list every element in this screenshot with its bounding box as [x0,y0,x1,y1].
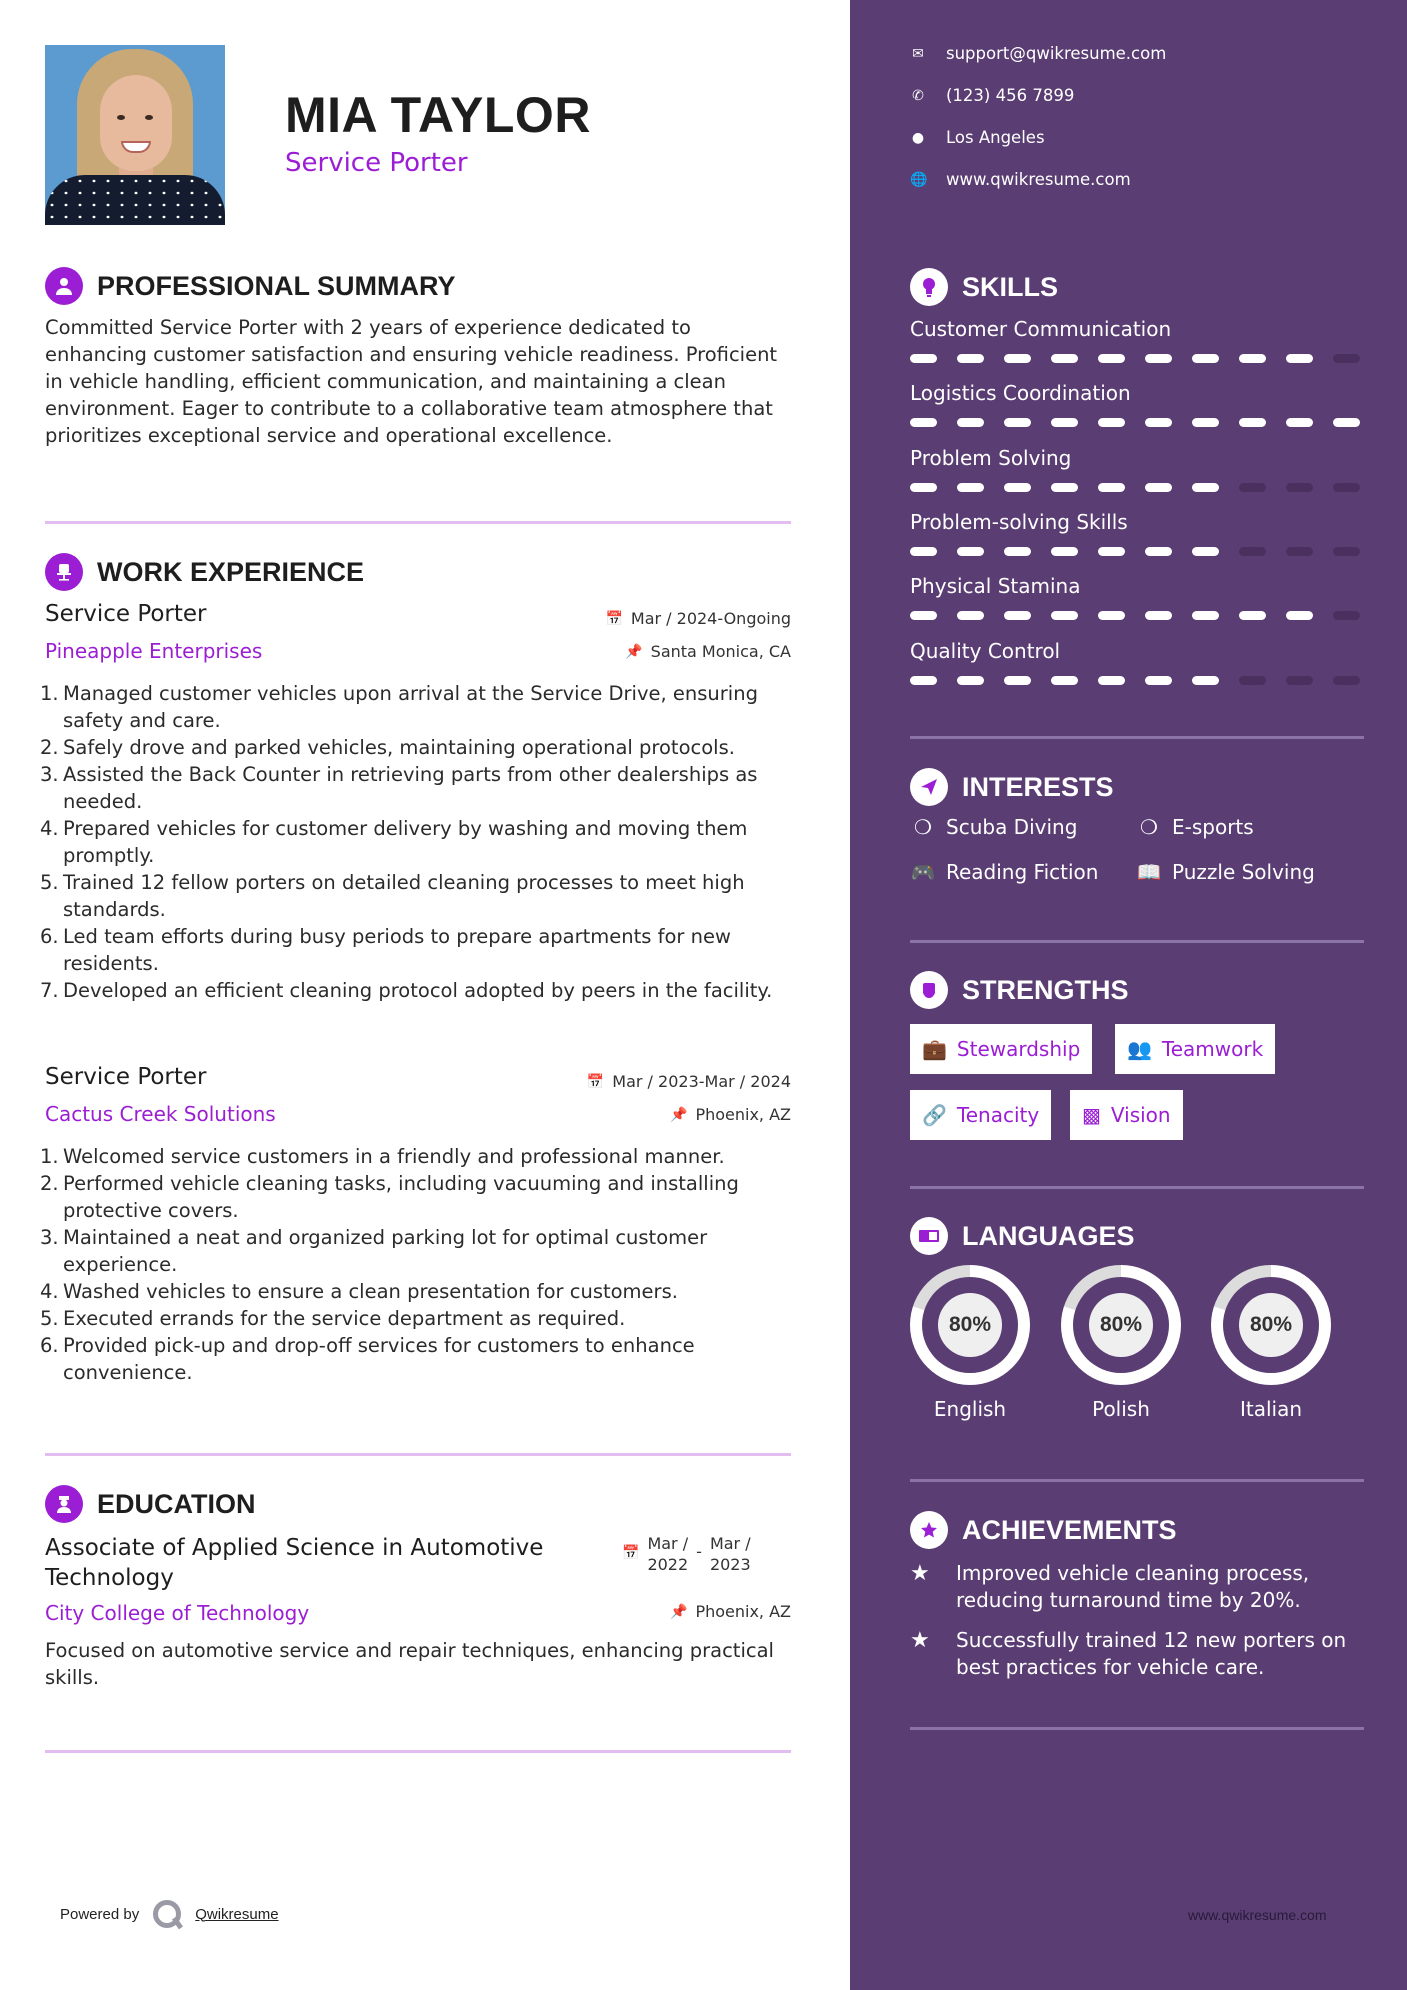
list-item: 1. Welcomed service customers in a friendly and professional manner. [40,1145,725,1168]
skill-level-segment [1286,547,1313,556]
languages-heading [910,1217,1135,1255]
skill-level-segment [1145,611,1172,620]
strength-badge: 🔗 Tenacity [910,1090,1051,1140]
skill-name: Problem-solving Skills [910,510,1128,534]
skill-level-segment [1051,611,1078,620]
section-divider [45,1453,791,1456]
translate-icon [910,1217,948,1255]
job-dates-text: Mar / 2023-Mar / 2024 [612,1072,791,1091]
skill-level-segment [1239,676,1266,685]
photo-shirt [45,175,225,225]
language-item [910,1265,1030,1421]
interests-heading [910,768,1114,806]
skill-level-segment [1145,418,1172,427]
skill-level-segment [1098,418,1125,427]
language-progress-ring [1211,1265,1331,1385]
language-item [1211,1265,1331,1421]
language-item [1061,1265,1181,1421]
job-bullets [40,680,800,1004]
list-item: 7. Developed an efficient cleaning protocol adopted by peers in the facility. [40,979,773,1002]
list-item: 2. Performed vehicle cleaning tasks, including vacuuming and installing protective covers. [40,1172,739,1222]
job-dates-text: Mar / 2024-Ongoing [630,609,791,628]
skill-name: Logistics Coordination [910,381,1131,405]
strength-badge: ▩ Vision [1070,1090,1183,1140]
interest-item: 🎮 Reading Fiction [910,860,1099,884]
skill-level-segment [1333,547,1360,556]
section-title: EDUCATION [97,1488,256,1519]
powered-by-label: Powered by [60,1905,140,1923]
skill-level-segment [910,611,937,620]
job-location-text: Santa Monica, CA [650,642,791,661]
list-item: 4. Washed vehicles to ensure a clean presentation for customers. [40,1280,678,1303]
skill-level-segment [1333,354,1360,363]
skill-level-segment [1051,354,1078,363]
degree-title [45,1533,543,1593]
summary-heading [45,267,456,305]
lifebuoy-icon: ❍ [1140,815,1158,839]
fist-icon [910,971,948,1009]
achievement-item: ★ Improved vehicle cleaning process, reducing turnaround time by 20%. [910,1561,1310,1612]
profile-photo [45,45,225,225]
education-end: Mar / 2023 [709,1534,751,1574]
skill-level-segment [1145,354,1172,363]
skill-level-bar [910,354,1360,363]
skill-level-segment [1051,547,1078,556]
skill-level-segment [957,547,984,556]
section-divider [910,1186,1364,1189]
list-item: 6. Led team efforts during busy periods to prepare apartments for new residents. [40,925,731,975]
strength-badge: 👥 Teamwork [1115,1024,1275,1074]
interest-item: 📖 Puzzle Solving [1136,860,1315,884]
skill-level-segment [1286,676,1313,685]
list-item: 1. Managed customer vehicles upon arrival at the Service Drive, ensuring safety and care. [40,682,758,732]
contact-email[interactable]: ✉ support@qwikresume.com [910,44,1166,63]
skill-level-segment [1098,611,1125,620]
users-icon: 👥 [1127,1037,1152,1061]
skill-level-segment [1098,354,1125,363]
language-percent: 80% [938,1293,1002,1357]
education-location [670,1602,791,1621]
skill-level-segment [1192,676,1219,685]
briefcase-icon: 💼 [922,1037,947,1061]
language-name: English [933,1397,1007,1421]
skill-level-segment [957,611,984,620]
skill-level-segment [1286,611,1313,620]
calendar-icon: 📅 [586,1073,605,1090]
education-description: Focused on automotive service and repair techniques, enhancing practical skills. [45,1639,774,1689]
skill-name: Problem Solving [910,446,1072,470]
link-icon: 🔗 [922,1103,947,1127]
skill-level-segment [1239,547,1266,556]
section-title: SKILLS [962,271,1059,302]
skill-name: Customer Communication [910,317,1172,341]
photo-eye [145,115,153,120]
skill-level-segment [1004,611,1031,620]
skill-level-segment [1239,418,1266,427]
list-item: 6. Provided pick-up and drop-off services for customers to enhance convenience. [40,1334,695,1384]
job-title: Service Porter [45,1064,207,1090]
job-company: Cactus Creek Solutions [45,1102,276,1126]
skill-level-segment [1145,676,1172,685]
gamepad-icon: 🎮 [910,860,936,884]
section-divider [45,521,791,524]
skill-level-segment [1004,354,1031,363]
skill-level-segment [1192,354,1219,363]
section-title: PROFESSIONAL SUMMARY [97,270,456,301]
qwikresume-logo-icon [153,1900,181,1928]
map-pin-icon: ● [911,129,925,146]
skill-level-segment [1239,483,1266,492]
language-progress-ring [910,1265,1030,1385]
education-start: Mar / 2022 [647,1534,689,1574]
job-dates [605,609,791,628]
job-company: Pineapple Enterprises [45,639,263,663]
skill-level-segment [1004,547,1031,556]
binoculars-icon: ▩ [1082,1103,1101,1127]
skill-level-segment [1004,676,1031,685]
skill-level-segment [1333,676,1360,685]
section-divider [910,736,1364,739]
lightbulb-icon [910,268,948,306]
user-icon [45,267,83,305]
graduate-icon [45,1485,83,1523]
skill-level-segment [1333,483,1360,492]
language-percent: 80% [1089,1293,1153,1357]
skill-level-segment [1333,611,1360,620]
pin-icon: 📌 [670,1603,688,1620]
skill-name: Physical Stamina [910,574,1081,598]
skill-level-segment [957,483,984,492]
shooting-star-icon: ★ [910,1561,930,1586]
education-dates [622,1533,751,1575]
skill-level-segment [1192,483,1219,492]
skill-level-segment [1192,418,1219,427]
envelope-icon: ✉ [912,45,924,62]
skill-level-bar [910,547,1360,556]
skill-level-bar [910,676,1360,685]
shooting-star-icon: ★ [910,1628,930,1653]
language-progress-ring [1061,1265,1181,1385]
contact-phone[interactable]: ✆ (123) 456 7899 [910,86,1074,105]
skill-level-segment [1051,418,1078,427]
degree-line: Associate of Applied Science in Automotive [45,1535,544,1561]
degree-line: Technology [45,1565,174,1591]
skill-level-segment [1192,611,1219,620]
chair-icon [45,553,83,591]
section-title: WORK EXPERIENCE [97,556,365,587]
section-title: LANGUAGES [962,1220,1135,1251]
list-item: 4. Prepared vehicles for customer delivery by washing and moving them promptly. [40,817,748,867]
star-icon [910,1511,948,1549]
skill-level-segment [957,354,984,363]
calendar-icon: 📅 [605,610,623,627]
section-title: STRENGTHS [962,974,1129,1005]
skill-level-segment [1333,418,1360,427]
skill-level-segment [1051,483,1078,492]
skill-level-segment [1098,676,1125,685]
skill-level-segment [1239,611,1266,620]
job-location [670,1105,791,1124]
book-icon: 📖 [1136,860,1162,884]
paper-plane-icon [910,768,948,806]
achievement-item: ★ Successfully trained 12 new porters on best practices for vehicle care. [910,1628,1347,1679]
language-name: Italian [1239,1397,1303,1421]
globe-icon: 🌐 [910,171,928,188]
summary-text: Committed Service Porter with 2 years of experience dedicated to enhancing customer satisfaction and ensuring vehicle readiness. Proficient in vehicle handling, efficient communication, and maintaining a clean environment. Eager to contribute to a collaborative team atmosphere that prioritizes exceptional service and operational excellence. [45,316,778,447]
job-location-text: Phoenix, AZ [695,1105,791,1124]
powered-by [60,1900,279,1928]
skill-name: Quality Control [910,639,1061,663]
job-bullets [40,1143,800,1386]
photo-face [100,75,172,171]
achievements-heading [910,1511,1177,1549]
skill-level-segment [957,676,984,685]
job-dates [587,1072,791,1091]
skill-level-segment [910,483,937,492]
language-name: Polish [1092,1397,1150,1421]
school-name: City College of Technology [45,1601,310,1625]
skill-level-segment [1145,547,1172,556]
photo-eye [117,115,125,120]
job-title: Service Porter [45,601,207,627]
skill-level-segment [1286,483,1313,492]
phone-icon: ✆ [912,87,924,104]
section-divider [45,1750,791,1753]
skill-level-segment [1145,483,1172,492]
skill-level-segment [1051,676,1078,685]
job-location [625,642,791,661]
skill-level-segment [1239,354,1266,363]
skill-level-bar [910,418,1360,427]
strengths-heading [910,971,1129,1009]
contact-website[interactable]: 🌐 www.qwikresume.com [910,170,1131,189]
section-title: INTERESTS [962,771,1114,802]
skill-level-segment [1004,418,1031,427]
skill-level-segment [910,354,937,363]
date-separator: - [696,1542,702,1561]
skill-level-segment [1004,483,1031,492]
pin-icon: 📌 [670,1106,688,1123]
language-percent: 80% [1239,1293,1303,1357]
qwikresume-link[interactable]: Qwikresume [195,1905,279,1923]
calendar-icon: 📅 [622,1545,640,1561]
skill-level-segment [910,418,937,427]
list-item: 5. Executed errands for the service department as required. [40,1307,626,1330]
lifebuoy-icon: ❍ [914,815,932,839]
skill-level-segment [1098,483,1125,492]
footer-url[interactable]: www.qwikresume.com [1188,1907,1327,1923]
section-divider [910,1727,1364,1730]
candidate-title: Service Porter [285,148,468,178]
list-item: 3. Assisted the Back Counter in retrieving parts from other dealerships as needed. [40,763,758,813]
section-divider [910,1479,1364,1482]
skill-level-bar [910,611,1360,620]
section-divider [910,940,1364,943]
contact-location: ● Los Angeles [911,128,1045,147]
skill-level-segment [1286,418,1313,427]
list-item: 2. Safely drove and parked vehicles, maintaining operational protocols. [40,736,735,759]
skill-level-segment [910,547,937,556]
strength-badge: 💼 Stewardship [910,1024,1092,1074]
section-title: ACHIEVEMENTS [962,1514,1177,1545]
skill-level-segment [1098,547,1125,556]
experience-heading [45,553,364,591]
education-heading [45,1485,256,1523]
skill-level-segment [1286,354,1313,363]
skill-level-segment [910,676,937,685]
education-location-text: Phoenix, AZ [695,1602,791,1621]
list-item: 5. Trained 12 fellow porters on detailed cleaning processes to meet high standards. [40,871,745,921]
skill-level-bar [910,483,1360,492]
interest-item: ❍ Scuba Diving [910,815,1077,839]
pin-icon: 📌 [625,643,643,660]
list-item: 3. Maintained a neat and organized parking lot for optimal customer experience. [40,1226,708,1276]
skills-heading [910,268,1058,306]
skill-level-segment [957,418,984,427]
interest-item: ❍ E-sports [1136,815,1254,839]
candidate-name: MIA TAYLOR [285,87,591,143]
skill-level-segment [1192,547,1219,556]
